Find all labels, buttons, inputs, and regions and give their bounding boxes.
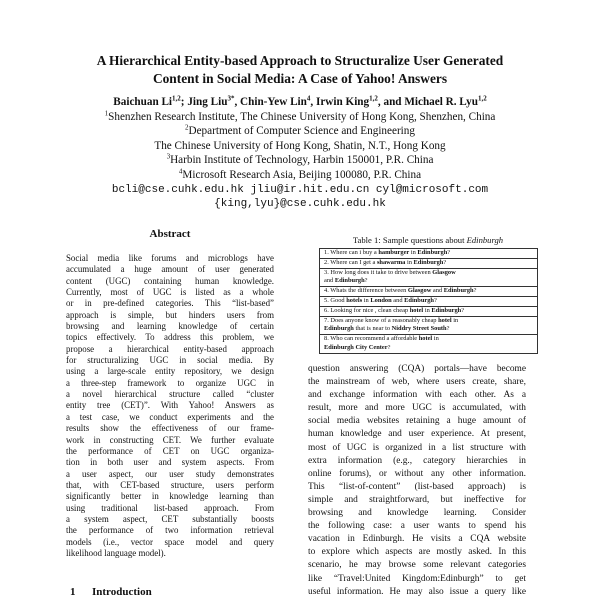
affiliation-text: Shenzhen Research Institute, The Chinese University of Hong Kong, Shenzhen, China: [108, 110, 496, 123]
question-cell: [320, 287, 538, 297]
abstract-line: accumulated a huge amount of user generated: [66, 264, 274, 275]
author-sup: 1,2: [369, 94, 378, 103]
table-row: [320, 306, 538, 316]
intro-line: online forums), or without any other information.: [308, 468, 526, 479]
abstract-line: significantly better in knowledge learning than: [66, 491, 274, 502]
question-text: ?: [446, 325, 450, 333]
abstract-line: Currently, most of UGC is listed as a whole: [66, 287, 274, 298]
question-text: ?: [443, 258, 447, 266]
author-names: [20, 95, 580, 110]
entity-highlight: Edinburgh: [431, 306, 462, 314]
entity-highlight: hotel: [409, 306, 424, 314]
intro-line: question answering (CQA) portals—have become: [308, 364, 526, 374]
intro-line: useful information. He may also issue a query like: [308, 586, 526, 597]
entity-highlight: Edinburgh: [324, 325, 354, 333]
intro-line: most of UGC is organized in a list structure with: [308, 442, 526, 453]
abstract-line: models (i.e., vector space model and query: [66, 536, 274, 547]
author-name: Jing Liu: [187, 96, 228, 108]
title-line-2: Content in Social Media: A Case of Yahoo! Answers: [152, 71, 448, 86]
entity-highlight: hotel: [438, 316, 452, 324]
author-block: [20, 95, 580, 212]
question-text: and: [324, 277, 335, 285]
question-cell: [320, 306, 538, 316]
abstract-line: for structuralizing UGC in social media. By: [66, 355, 274, 366]
entity-highlight: Edinburgh: [413, 258, 444, 266]
affiliation-text: Microsoft Research Asia, Beijing 100080, P.R. China: [182, 168, 422, 181]
paper-title: [40, 52, 560, 88]
author-name: Baichuan Li: [113, 96, 173, 108]
intro-line: vacation in Edinburgh. He visits a CQA website: [308, 534, 526, 545]
affiliation-line: [20, 153, 580, 168]
entity-highlight: Glasgow: [407, 287, 432, 295]
intro-line: social media websites retaining a huge amount of: [308, 416, 526, 427]
intro-line: and exchange information with each other. As a: [308, 390, 526, 401]
author-separator: ,: [234, 96, 241, 108]
affiliation-sup: 2: [185, 123, 189, 132]
question-text: 2. Where can I get a: [324, 258, 377, 266]
question-text: ?: [473, 287, 477, 295]
abstract-heading: Abstract: [149, 228, 191, 240]
entity-highlight: hamburger: [378, 249, 410, 256]
entity-highlight: shawarma: [376, 258, 406, 266]
question-text: and: [431, 287, 444, 295]
table-row: [320, 287, 538, 297]
entity-highlight: Niddry Street South: [391, 325, 447, 333]
question-text: that is near to: [353, 325, 392, 333]
abstract-line: the performance of two information retrieval: [66, 525, 274, 536]
table-row: [320, 258, 538, 268]
table-row: [320, 316, 538, 335]
question-text: 4. Whats the difference between: [324, 287, 408, 295]
abstract-line: a three-step framework to organize UGC in: [66, 377, 274, 388]
author-separator: ,: [310, 96, 316, 108]
question-text: in: [362, 296, 371, 304]
question-text: 1. Where can i buy a: [324, 249, 379, 256]
question-text: in: [451, 316, 459, 324]
question-cell: [320, 258, 538, 268]
intro-line: This “list-of-content” (list-based approach) is: [308, 481, 526, 492]
question-cell: [320, 316, 538, 335]
table-caption-prefix: Table 1: Sample questions about: [352, 235, 467, 245]
affiliation-line: [20, 139, 580, 154]
abstract-line: a system aspect, CET substantially boosts: [66, 513, 274, 524]
abstract-line: work in constructing CET. We further evaluate: [66, 434, 274, 445]
abstract-line: that, with CET-based structure, users perform: [66, 479, 274, 490]
abstract-line: a user aspect, our user study demonstrates: [66, 468, 274, 479]
entity-highlight: Glasgow: [432, 268, 456, 276]
abstract-line: using a large-scale entity repository, we design: [66, 366, 274, 377]
section-number: 1: [70, 586, 76, 598]
author-separator: ;: [180, 96, 188, 108]
intro-text: [308, 363, 526, 599]
emails-line-1: bcli@cse.cuhk.edu.hk jliu@ir.hit.edu.cn cyl@microsoft.com: [111, 183, 489, 196]
question-text: in: [423, 306, 432, 314]
author-name: Chin-Yew Lin: [240, 96, 307, 108]
intro-line: result, more and more UGC is accumulated, with: [308, 403, 526, 414]
abstract-line: content (UGC) containing human knowledge.: [66, 275, 274, 286]
entity-highlight: hotels: [346, 296, 363, 304]
section-heading: [70, 586, 152, 598]
intro-line: human knowledge and user experience. At present,: [308, 429, 526, 440]
question-cell: [320, 335, 538, 354]
abstract-line: results show the effectiveness of our frame-: [66, 423, 274, 434]
emails-line-2: {king,lyu}@cse.cuhk.edu.hk: [214, 198, 386, 211]
sample-questions-table: [319, 248, 538, 354]
intro-line: like “Travel:United Kingdom:Edinburgh” to get: [308, 573, 526, 584]
affiliation-line: [20, 110, 580, 125]
question-text: ?: [387, 343, 391, 351]
entity-highlight: hotel: [418, 335, 433, 343]
abstract-line: likelihood language model).: [66, 547, 166, 558]
affiliation-line: [20, 168, 580, 183]
question-text: 3. How long does it take to drive between: [324, 268, 433, 276]
affiliations: [20, 110, 580, 183]
intro-line: extra information (e.g., category hierarchies in: [308, 455, 526, 466]
abstract-line: browsing and learning knowledge of certain: [66, 321, 274, 332]
author-name: Irwin King: [315, 96, 370, 108]
question-text: 6. Looking for nice , clean cheap: [324, 306, 410, 314]
entity-highlight: Edinburgh: [443, 287, 474, 295]
table-row: [320, 296, 538, 306]
question-text: 5. Good: [324, 296, 347, 304]
intro-line: scenario, he may browse some relevant categories: [308, 560, 526, 571]
question-text: in: [432, 335, 439, 343]
table-row: [320, 249, 538, 259]
abstract-line: topics effectively. To address this problem, we: [66, 332, 274, 343]
question-text: in: [409, 249, 418, 256]
affiliation-text: Harbin Institute of Technology, Harbin 150001, P.R. China: [170, 154, 434, 167]
question-text: ?: [364, 277, 368, 285]
table-caption-italic: Edinburgh: [466, 235, 504, 245]
question-text: 7. Does anyone know of a reasonably cheap: [324, 316, 439, 324]
author-name: Michael R. Lyu: [404, 96, 478, 108]
question-text: in: [405, 258, 414, 266]
entity-highlight: Edinburgh: [417, 249, 448, 256]
affiliation-sup: 3: [166, 152, 171, 161]
entity-highlight: Edinburgh: [404, 296, 434, 304]
intro-line: browsing and knowledge learning. Consider: [308, 508, 526, 519]
question-cell: [320, 268, 538, 287]
section-title: Introduction: [92, 586, 152, 598]
author-sup: 4: [306, 94, 311, 103]
question-text: and: [391, 296, 405, 304]
entity-highlight: London: [370, 296, 392, 304]
abstract-line: a novel hierarchical structure called “cluster: [66, 389, 274, 400]
abstract-line: propose a hierarchical entity-based approach: [66, 343, 274, 354]
affiliation-sup: 1: [104, 108, 109, 117]
question-text: 8. Who can recommend a affordable: [324, 335, 419, 343]
table-row: [320, 335, 538, 354]
intro-line: to explore which aspects are mostly asked. In this: [308, 547, 526, 558]
question-cell: [320, 296, 538, 306]
title-line-1: A Hierarchical Entity-based Approach to Structuralize User Generated: [96, 53, 504, 68]
author-sup: 1,2: [172, 94, 181, 103]
entity-highlight: Edinburgh: [334, 277, 365, 285]
affiliation-text: The Chinese University of Hong Kong, Shatin, N.T., Hong Kong: [154, 139, 446, 152]
abstract-line: approach is simple, but hinders users from: [66, 309, 274, 320]
question-text: ?: [433, 296, 437, 304]
abstract-body: [66, 253, 274, 559]
affiliation-text: Department of Computer Science and Engineering: [188, 125, 415, 138]
abstract-line: or in pre-defined categories. This “list-based”: [66, 298, 274, 309]
question-cell: [320, 249, 538, 259]
abstract-line: tion in both user and system aspects. From: [66, 457, 274, 468]
author-sup: 1,2: [477, 94, 487, 103]
author-separator: , and: [377, 96, 405, 108]
entity-highlight: Edinburgh City Center: [324, 343, 388, 351]
intro-line: simple and straightforward, but ineffective for: [308, 494, 526, 505]
question-text: ?: [447, 249, 451, 256]
abstract-line: Social media like forums and microblogs have: [66, 253, 274, 263]
intro-line: the mainstream of web, where users create, share,: [308, 377, 526, 388]
abstract-line: a test case, we conduct experiments and the: [66, 411, 274, 422]
affiliation-sup: 4: [178, 167, 183, 176]
question-text: ?: [461, 306, 465, 314]
affiliation-line: [20, 124, 580, 139]
abstract-line: the performance of CET on UGC organiza-: [66, 445, 274, 456]
abstract-line: using traditional list-based approach. From: [66, 502, 274, 513]
author-sup: 3*: [227, 94, 235, 103]
table-caption: [318, 235, 538, 245]
table-row: [320, 268, 538, 287]
abstract-line: entity tree (CET)”. With Yahoo! Answers as: [66, 400, 274, 411]
intro-line: the following case: a user wants to spend his: [308, 521, 526, 532]
